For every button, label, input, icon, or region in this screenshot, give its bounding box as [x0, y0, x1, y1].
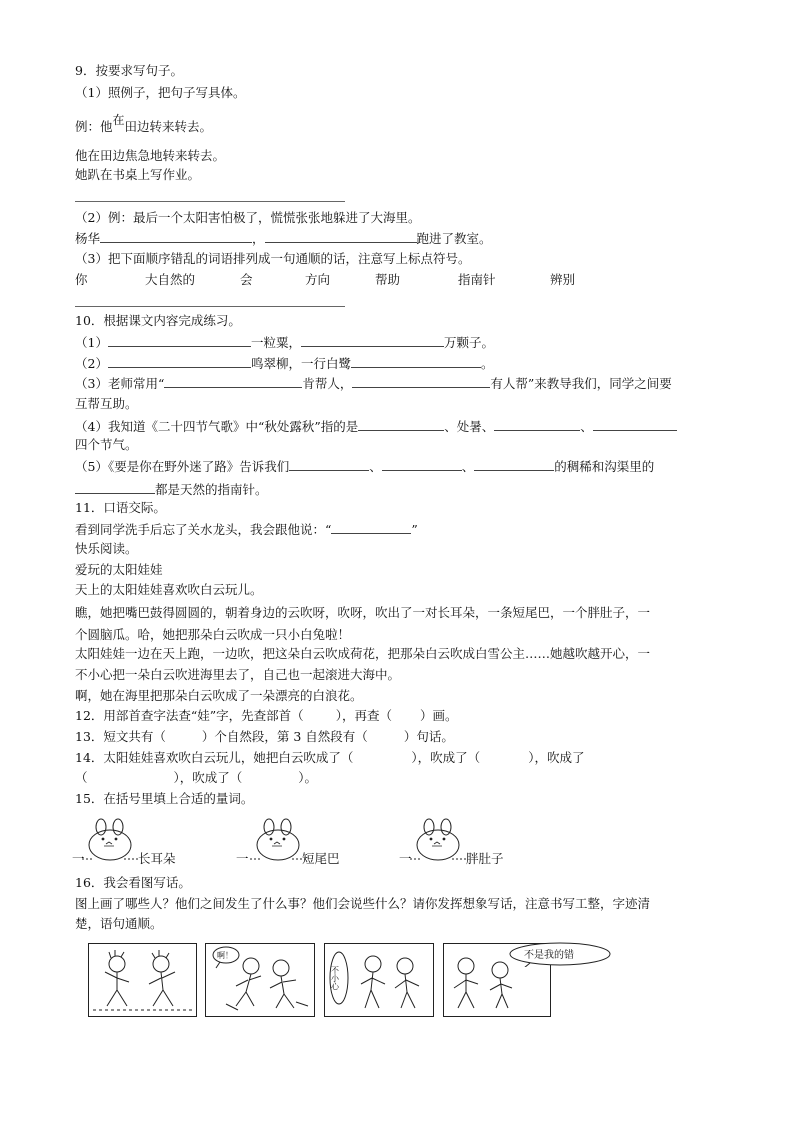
speech-bubble-text: 不是我的错	[524, 950, 574, 961]
story-para-4: 啊，她在海里把那朵白云吹成了一朵漂亮的白浪花。	[75, 688, 363, 703]
comic-panel-1	[88, 943, 197, 1017]
q9-part2-blank-line: 杨华 ， 跑进了教室。	[75, 231, 492, 246]
answer-blank[interactable]	[494, 418, 580, 431]
q16-title: 16．我会看图写话。	[75, 875, 191, 890]
answer-blank[interactable]	[108, 334, 251, 347]
q10-line1: （1） 一粒粟， 万颗子。	[75, 335, 494, 350]
answer-blank[interactable]	[301, 334, 444, 347]
answer-blank[interactable]	[75, 481, 155, 494]
answer-line[interactable]	[75, 306, 345, 307]
q10-line4: （4）我知道《二十四节气歌》中“秋处露秋”指的是 、处暑、 、	[75, 418, 677, 435]
word-4: 帮助	[375, 272, 401, 287]
q15-item-3-word: 胖肚子	[466, 851, 504, 866]
q16-prompt: 图上画了哪些人？他们之间发生了什么事？他们会说些什么？请你发挥想象写话，注意书写工整，字迹清	[75, 896, 651, 911]
q10-line4-cont: 四个节气。	[75, 437, 138, 452]
collision-illustration	[206, 944, 314, 1016]
answer-blank[interactable]	[108, 355, 251, 368]
word-2: 会	[240, 272, 253, 287]
story-para-2: 瞧，她把嘴巴鼓得圆圆的，朝着身边的云吹呀，吹呀，吹出了一对长耳朵，一条短尾巴，一个胖肚子，一	[75, 605, 651, 620]
answer-blank[interactable]	[289, 458, 369, 471]
story-para-3: 太阳娃娃一边在天上跑，一边吹，把这朵白云吹成荷花，把那朵白云吹成白雪公主……她越吹越开心，一	[75, 646, 651, 661]
answer-blank[interactable]	[100, 230, 252, 243]
q14: 14．太阳娃娃喜欢吹白云玩儿，她把白云吹成了（ ），吹成了（ ），吹成了	[75, 750, 585, 765]
story-para-3-cont: 不小心把一朵白云吹进海里去了，自己也一起滚进大海中。	[75, 667, 401, 682]
q13: 13．短文共有（ ）个自然段，第 3 自然段有（ ）句话。	[75, 729, 454, 744]
q15-title: 15．在括号里填上合适的量词。	[75, 791, 254, 806]
answer-blank[interactable]	[352, 375, 490, 388]
answer-blank[interactable]	[593, 418, 677, 431]
word-1: 大自然的	[145, 272, 196, 287]
q16-prompt-cont: 楚，语句通顺。	[75, 916, 163, 931]
sign-illustration	[325, 944, 433, 1016]
answer-blank[interactable]	[351, 355, 481, 368]
q15-item-1-word: 长耳朵	[138, 851, 176, 866]
sign-text: 不小心	[330, 966, 340, 990]
answer-blank[interactable]	[164, 375, 302, 388]
q10-line5: （5）《要是你在野外迷了路》告诉我们 、 、 的稠稀和沟渠里的	[75, 459, 655, 474]
q14-cont: （ ），吹成了（ ）。	[75, 770, 318, 785]
q15-item-1-prefix: 一	[72, 851, 85, 866]
bunny-illustration-2	[248, 812, 308, 864]
answer-blank[interactable]	[331, 521, 411, 534]
q15-item-2-prefix: 一	[236, 851, 249, 866]
q15-item-3-prefix: 一	[399, 851, 412, 866]
word-6: 辨别	[550, 272, 576, 287]
q9-title: 9．按要求写句子。	[75, 63, 183, 78]
answer-line[interactable]	[75, 201, 345, 202]
q9-part2: （2）例：最后一个太阳害怕极了，慌慌张张地躲进了大海里。	[75, 210, 421, 225]
story-para-1: 天上的太阳娃娃喜欢吹白云玩儿。	[75, 582, 263, 597]
speech-bubble-text: 啊！	[217, 951, 233, 960]
word-5: 指南针	[458, 272, 496, 287]
q9-task: 她趴在书桌上写作业。	[75, 167, 201, 182]
speech-bubble	[508, 941, 612, 967]
word-3: 方向	[305, 272, 331, 287]
bunny-illustration-1	[80, 812, 140, 864]
answer-blank[interactable]	[474, 458, 554, 471]
q15-item-2-word: 短尾巴	[302, 851, 340, 866]
running-children-illustration	[89, 944, 196, 1016]
q10-line5-cont: 都是天然的指南针。	[75, 481, 268, 498]
q11-title: 11．口语交际。	[75, 500, 166, 515]
q9-example: 例：他在田边转来转去。	[75, 113, 213, 134]
word-0: 你	[75, 272, 88, 287]
q9-part1: （1）照例子，把句子写具体。	[75, 85, 246, 100]
q10-line2: （2） 鸣翠柳，一行白鹭 。	[75, 356, 494, 371]
comic-panel-2	[205, 943, 315, 1017]
answer-blank[interactable]	[382, 458, 462, 471]
q10-title: 10．根据课文内容完成练习。	[75, 313, 241, 328]
story-para-2-cont: 个圆脑瓜。哈，她把那朵白云吹成一只小白兔啦！	[75, 627, 351, 642]
q10-line3-cont: 互帮互助。	[75, 396, 138, 411]
q9-example-answer: 他在田边焦急地转来转去。	[75, 148, 226, 163]
story-title: 爱玩的太阳娃娃	[75, 562, 163, 577]
q9-part3: （3）把下面顺序错乱的词语排列成一句通顺的话，注意写上标点符号。	[75, 251, 471, 266]
comic-panel-3	[324, 943, 434, 1017]
answer-blank[interactable]	[265, 230, 417, 243]
reading-header: 快乐阅读。	[75, 541, 138, 556]
q11-text: 看到同学洗手后忘了关水龙头，我会跟他说：“ ”	[75, 522, 418, 537]
answer-blank[interactable]	[358, 418, 444, 431]
q12: 12．用部首查字法查“娃”字，先查部首（ ），再查（ ）画。	[75, 708, 458, 723]
q10-line3: （3）老师常用“ 肯帮人， 有人帮”来教导我们，同学之间要	[75, 376, 672, 391]
bunny-illustration-3	[408, 812, 468, 864]
